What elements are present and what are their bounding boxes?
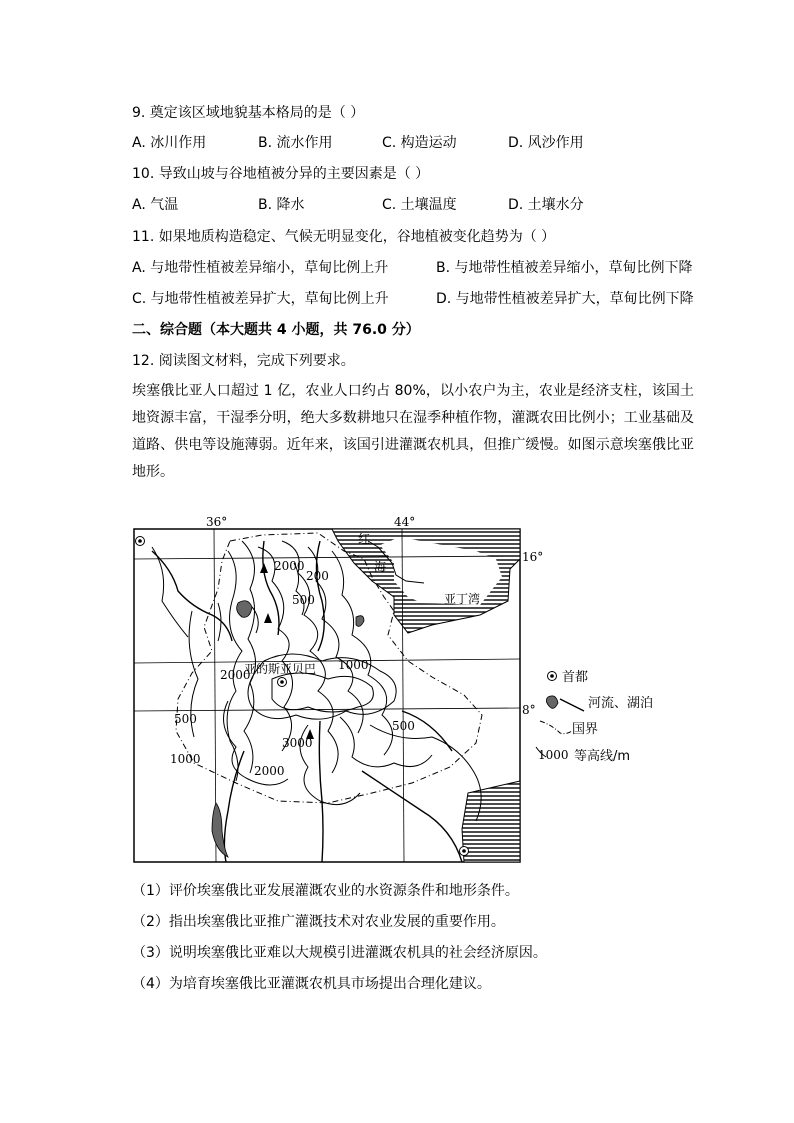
legend-label-river-lake: 河流、湖泊 [588, 696, 654, 711]
capital-icon [548, 672, 557, 681]
question-10-stem: 10. 导致山坡与谷地植被分异的主要因素是（ ） [132, 166, 430, 182]
lon-label-36: 36° [206, 515, 228, 529]
capital-label: 亚的斯亚贝巴 [244, 662, 317, 676]
sub-question-3: （3）说明埃塞俄比亚难以大规模引进灌溉农机具的社会经济原因。 [132, 945, 547, 961]
option-b: B. 流水作用 [258, 135, 333, 151]
option-d: D. 风沙作用 [508, 135, 584, 151]
sub-question-1: （1）评价埃塞俄比亚发展灌溉农业的水资源条件和地形条件。 [132, 883, 519, 899]
lon-label-44: 44° [394, 515, 416, 529]
contour-label: 1000 [170, 752, 201, 766]
contour-label: 200 [306, 569, 329, 583]
question-12-stem: 12. 阅读图文材料，完成下列要求。 [132, 353, 355, 369]
sea-label-hai: 海 [374, 560, 387, 574]
question-11-options-row1 [132, 258, 702, 278]
question-11-options-row2 [132, 289, 702, 309]
option-c: C. 与地带性植被差异扩大，草甸比例上升 [132, 291, 389, 307]
contour-label: 2000 [254, 764, 285, 778]
map-legend [536, 669, 653, 764]
legend-label-capital: 首都 [562, 670, 589, 685]
lat-label-8: 8° [522, 703, 536, 717]
option-c: C. 构造运动 [382, 135, 457, 151]
lat-label-16: 16° [522, 550, 544, 564]
contour-label: 500 [292, 593, 315, 607]
option-a: A. 与地带性植被差异缩小，草甸比例上升 [132, 260, 389, 276]
option-c: C. 土壤温度 [382, 197, 457, 213]
section-title: 二、综合题（本大题共 4 小题，共 76.0 分） [132, 322, 420, 338]
border-icon [540, 721, 572, 734]
question-10-options [132, 195, 702, 215]
contour-label: 1000 [338, 658, 369, 672]
sea-label-gulf-of-aden: 亚丁湾 [444, 592, 481, 606]
sub-question-4: （4）为培育埃塞俄比亚灌溉农机具市场提出合理化建议。 [132, 976, 491, 992]
question-9-stem: 9. 奠定该区域地貌基本格局的是（ ） [132, 105, 365, 121]
option-d: D. 土壤水分 [508, 197, 584, 213]
option-b: B. 降水 [258, 197, 305, 213]
sub-question-2: （2）指出埃塞俄比亚推广灌溉技术对农业发展的重要作用。 [132, 914, 505, 930]
river-lake-icon [546, 696, 584, 711]
option-a: A. 气温 [132, 197, 179, 213]
question-11-stem: 11. 如果地质构造稳定、气候无明显变化，谷地植被变化趋势为（ ） [132, 229, 556, 245]
contour-label: 2000 [220, 668, 251, 682]
contour-label: 2000 [274, 559, 305, 573]
ethiopia-terrain-map [132, 511, 722, 871]
legend-label-border: 国界 [572, 722, 599, 737]
legend-contour-value: 1000 [538, 748, 569, 762]
legend-label-contour: 等高线/m [574, 749, 631, 764]
contour-label: 500 [392, 719, 415, 733]
sea-label-hong: 红 [358, 532, 371, 546]
option-d: D. 与地带性植被差异扩大，草甸比例下降 [436, 291, 694, 307]
contour-label: 3000 [282, 736, 313, 750]
material-paragraph: 埃塞俄比亚人口超过 1 亿，农业人口约占 80%，以小农户为主，农业是经济支柱，该国土地资源丰富，干湿季分明，绝大多数耕地只在湿季种植作物，灌溉农田比例小；工业基础及道路、供电等设施薄弱。近年来，该国引进灌溉农机具，但推广缓慢。如图示意埃塞俄比亚地形。 [132, 383, 694, 480]
option-b: B. 与地带性植被差异缩小，草甸比例下降 [436, 260, 693, 276]
contour-label: 500 [174, 712, 197, 726]
question-9-options [132, 133, 702, 153]
option-a: A. 冰川作用 [132, 135, 207, 151]
